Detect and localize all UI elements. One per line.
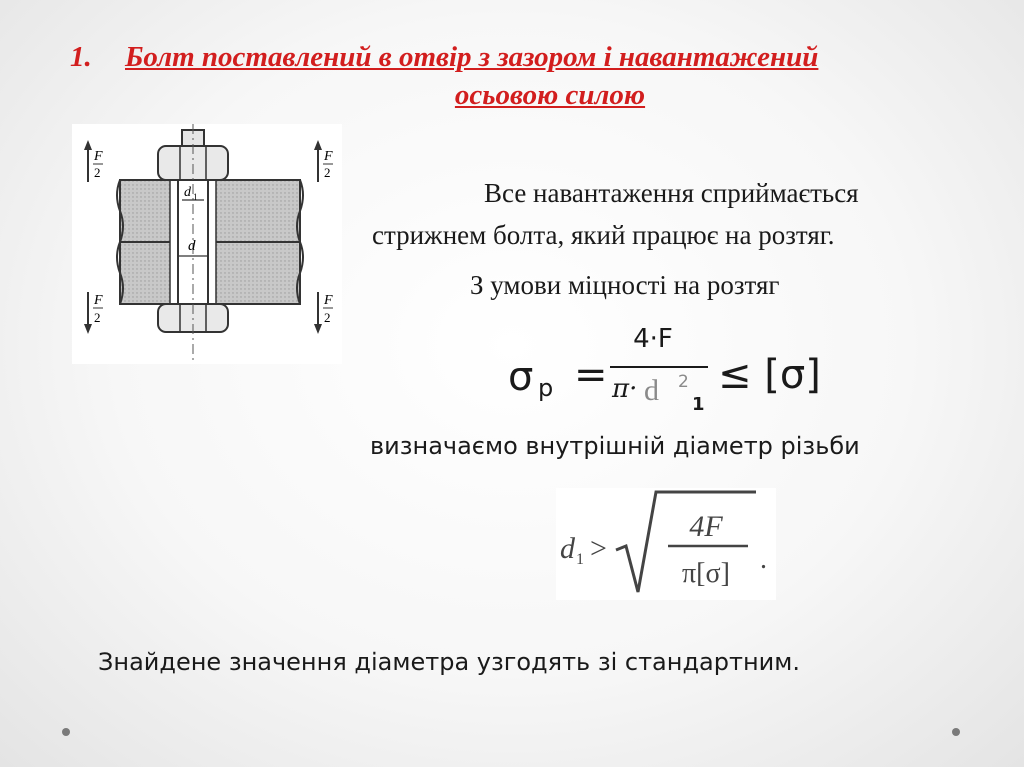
- paragraph-4: Знайдене значення діаметра узгодять зі стандартним.: [98, 648, 800, 676]
- force-den-tl: 2: [94, 165, 101, 180]
- fraction-bar: [610, 366, 708, 368]
- decor-dot-left: [62, 728, 70, 736]
- diameter-formula: [556, 488, 776, 600]
- formula-denominator: π[σ]: [682, 558, 730, 589]
- d1-sub: 1: [193, 192, 198, 202]
- d-label: d: [188, 238, 196, 254]
- paragraph-2: З умови міцності на розтяг: [470, 270, 780, 300]
- d1-label: d: [184, 185, 191, 200]
- title-number: 1.: [70, 41, 92, 73]
- force-label-tl: F: [94, 149, 103, 164]
- diameter-formula-svg: [556, 488, 776, 600]
- paragraph-3: визначаємо внутрішній діаметр різьби: [370, 432, 860, 460]
- sigma-subscript: р: [538, 374, 554, 402]
- force-label-br: F: [324, 293, 333, 308]
- stress-equation: [506, 324, 826, 430]
- formula-d-sub: 1: [576, 551, 584, 568]
- bolt-diagram: [72, 124, 342, 364]
- force-label-tr: F: [324, 149, 333, 164]
- force-den-br: 2: [324, 310, 331, 325]
- diameter-exponent: 2: [678, 372, 689, 392]
- allowable-stress: ≤ [σ]: [718, 352, 821, 398]
- formula-trail: .: [760, 544, 767, 575]
- equation-numerator: 4·F: [633, 324, 673, 354]
- equals-sign: =: [574, 352, 608, 398]
- force-den-tr: 2: [324, 165, 331, 180]
- formula-gt: >: [590, 532, 607, 565]
- diameter-symbol: d: [644, 374, 659, 407]
- paragraph-1-line-2: стрижнем болта, який працює на розтяг.: [372, 220, 835, 250]
- paragraph-1-line-1: Все навантаження сприймається: [484, 178, 859, 208]
- force-label-bl: F: [94, 293, 103, 308]
- bolt-diagram-svg: [72, 124, 342, 364]
- title-line-2: осьовою силою: [454, 79, 646, 111]
- formula-d: d: [560, 532, 575, 565]
- force-den-bl: 2: [94, 310, 101, 325]
- decor-dot-right: [952, 728, 960, 736]
- formula-numerator: 4F: [689, 510, 723, 543]
- pi-symbol: π·: [612, 374, 638, 404]
- title-line-1: Болт поставлений в отвір з зазором і навантажений: [125, 41, 819, 73]
- sigma-symbol: σ: [508, 354, 534, 400]
- diameter-index: 1: [692, 394, 705, 415]
